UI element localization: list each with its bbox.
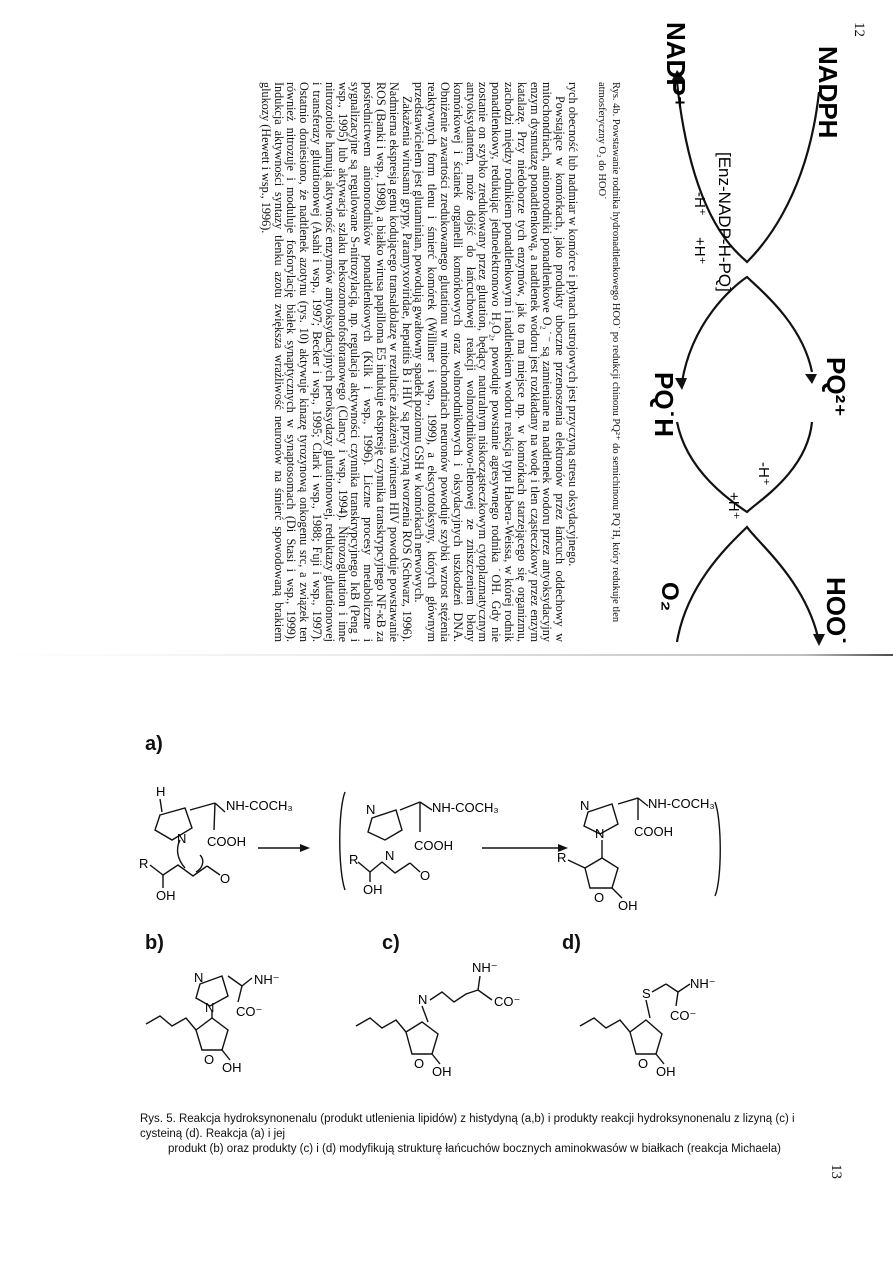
svg-text:O: O	[420, 868, 431, 883]
product-d	[580, 976, 716, 1079]
bracket-right	[715, 802, 720, 896]
figure-4b-caption: Rys. 4b. Powstawanie rodnika hydronadtlenkowego HOO˙ po redukcji chinonu PQ²⁺ do semichinonu PQ˙H, który redukuje tlen atmosferyczny O₂ do HOO˙	[596, 82, 621, 623]
page-divider	[0, 654, 893, 656]
pqh-label: PQ˙H	[649, 372, 679, 437]
rotated-page-content	[17, 22, 867, 650]
reactant-histidine-hne	[139, 784, 293, 903]
svg-text:NH-COCH₃: NH-COCH₃	[648, 796, 715, 811]
svg-text:O: O	[594, 890, 605, 905]
intermediate-adduct	[349, 800, 499, 897]
svg-text:O: O	[220, 871, 231, 886]
arrowhead-pq	[805, 374, 817, 384]
svg-text:CO⁻: CO⁻	[236, 1004, 263, 1019]
page-number: 12	[851, 22, 867, 37]
svg-text:OH: OH	[656, 1064, 676, 1079]
right-arc-2	[677, 527, 819, 642]
h-plus-right: +H⁺	[725, 492, 742, 520]
svg-text:R: R	[557, 850, 567, 865]
body-text	[259, 82, 579, 642]
svg-text:NH-COCH₃: NH-COCH₃	[226, 798, 293, 813]
nadph-arc	[677, 82, 819, 262]
svg-text:COOH: COOH	[414, 838, 453, 853]
right-arc-1	[677, 422, 812, 512]
figure-4b-scheme	[627, 22, 867, 650]
svg-text:NH⁻: NH⁻	[254, 972, 280, 987]
svg-text:N: N	[580, 798, 590, 813]
page-number-13: 13	[828, 1164, 844, 1179]
svg-text:R: R	[349, 852, 359, 867]
pq-arc	[682, 277, 812, 382]
svg-text:OH: OH	[156, 888, 176, 903]
svg-text:COOH: COOH	[634, 824, 673, 839]
svg-text:OH: OH	[618, 898, 638, 913]
panel-label-a: a)	[145, 733, 163, 755]
svg-text:CO⁻: CO⁻	[670, 1008, 697, 1023]
svg-text:NH-COCH₃: NH-COCH₃	[432, 800, 499, 815]
svg-text:R: R	[139, 856, 149, 871]
svg-text:N: N	[418, 992, 428, 1007]
h-minus-right: -H⁺	[755, 462, 772, 486]
h-plus-left: +H⁺	[691, 237, 708, 265]
o2-label: O₂	[656, 582, 683, 612]
bracket-left	[340, 792, 345, 890]
nadp-label: NADP⁺	[661, 22, 691, 110]
paragraph-2: Powstające w komórkach, jako produkty uboczne przenoszenia elektronów przez łańcuch oddechowy w mitochondriach, anionorodniki ponadtlenkowe O₂˙⁻ są zamieniane na nadtlenek wodoru przez antyoksydacyjny enzym dysmutazę ponadtlenkową, a nadtlenek wodoru jest rozkładany na wodę i tlen cząsteczkowy przez enzym katalazę. Przy niedoborze tych enzymów, jak to ma miejsce np. w komórkach starzejącego się organizmu, zachodzi między rodnikiem ponadtlenkowym i nadtlenkiem wodoru reakcja typu Habera-Weissa, w której rodnik ponadtlenkowy, redukując jednoelektronowo H₂O₂, powoduje powstanie agresywnego rodnika ˙OH. Gdy nie zostanie on szybko zredukowany przez glutation, będący naturalnym niskocząsteczkowym cytoplazmatycznym antyoksydantem, może dojść do łańcuchowej reakcji wolnorodnikowo-tlenowej ze zniszczeniem błony komórkowej i ścianek organelli komórkowych oraz wolnorodnikowych i oksydacyjnych uszkodzeń DNA. Obniżenie zawartości zredukowanego glutationu w mitochondriach neuronów powoduje szybki wzrost stężenia reaktywnych form tlenu i śmierć komórek (Williner i wsp., 1999), a ekscytotoksyny, których głównym przedstawicielem jest glutaminian, powodują gwałtowny spadek poziomu GSH w komórkach nerwowych.	[412, 82, 568, 642]
svg-text:N: N	[595, 826, 605, 841]
svg-text:COOH: COOH	[207, 834, 246, 849]
cyclized-product	[557, 796, 715, 913]
product-b	[146, 970, 280, 1075]
svg-text:CO⁻: CO⁻	[494, 994, 521, 1009]
hoo-label: HOO˙	[821, 577, 851, 645]
enzyme-label: [Enz-NADP-H-PQ]	[715, 152, 734, 292]
panel-label-c: c)	[382, 932, 400, 954]
svg-text:N: N	[385, 848, 395, 863]
caption-line-2: produkt (b) oraz produkty (c) i (d) modyfikują strukturę łańcuchów bocznych aminokwasów w białkach (reakcja Michaela)	[168, 1143, 781, 1155]
figure-5-caption	[140, 1112, 800, 1157]
svg-text:OH: OH	[363, 882, 383, 897]
caption-line-1: Rys. 5. Reakcja hydroksynonenalu (produkt utlenienia lipidów) z histydyną (a,b) i produkty reakcji hydroksynonenalu z lizyną (c) i cysteiną (d). Reakcja (a) i jej	[140, 1113, 795, 1140]
nadph-label: NADPH	[813, 46, 843, 139]
svg-text:NH⁻: NH⁻	[472, 960, 498, 975]
svg-text:O: O	[638, 1056, 649, 1071]
panel-label-d: d)	[562, 932, 581, 954]
svg-text:NH⁻: NH⁻	[690, 976, 716, 991]
svg-text:OH: OH	[432, 1064, 452, 1079]
svg-text:N: N	[194, 970, 204, 985]
svg-text:N: N	[177, 831, 187, 846]
svg-text:O: O	[414, 1056, 425, 1071]
h-minus-left: -H⁺	[691, 192, 708, 216]
svg-text:S: S	[642, 986, 651, 1001]
svg-text:H: H	[156, 784, 166, 799]
panel-label-b: b)	[145, 932, 164, 954]
product-c	[356, 960, 520, 1079]
paragraph-3: Zakażenia wirusami grypy, Paramyxoviridae, hepatitis B i HIV są przyczyną tworzenia ROS (Schwarz, 1996). Nadmierna ekspresja genu kodującego transaldolazę w rezultacie zakażenia wirusem HIV powoduje powstawanie ROS (Banki i wsp., 1998), a białko wirusa papilloma E5 indukuje ekspresję czynnika transkrypcyjnego NF-κB za pośrednictwem anionorodników ponadtlenkowych (Kilk i wsp., 1996). Liczne procesy metaboliczne i sygnalizacyjne są regulowane S-nitrozylacją, np. regulacja aktywności czynnika transkrypcyjnego IκB (Peng i wsp., 1995) lub aktywacja szlaku heksozomonofosforanowego (Clancy i wsp., 1994). Nitrozoglutation i inne nitrozotiole hamują aktywność enzymów antyoksydacyjnych peroksydazy glutationowej, reduktazy glutationowej i transferazy glutationowej (Asahi i wsp., 1997; Becker i wsp., 1995; Clark i wsp., 1988; Fuji i wsp., 1997). Ostatnio doniesiono, że nadtlenek azotynu (rys. 10) aktywuje kinazę tyrozynową onkogenu src, a związek ten również nitrozuje i moduluje fosforylację białek synaptycznych w synaptosomach (Di Stasi i wsp., 1999). Indukcja aktywności syntazy tlenku azotu zwiększa wrażliwość neuronów na śmierć spowodowaną brakiem glukozy (Hewett i wsp., 1996).	[258, 82, 414, 642]
svg-text:N: N	[366, 802, 376, 817]
svg-text:O: O	[204, 1052, 215, 1067]
paragraph-1: rych obecność lub nadmiar w komórce i płynach ustrojowych jest przyczyną stresu oksydacyjnego.	[566, 82, 580, 567]
svg-text:N: N	[205, 1000, 215, 1015]
figure-5-structures	[0, 700, 893, 1110]
svg-text:OH: OH	[222, 1060, 242, 1075]
pq-label: PQ²⁺	[821, 357, 851, 417]
